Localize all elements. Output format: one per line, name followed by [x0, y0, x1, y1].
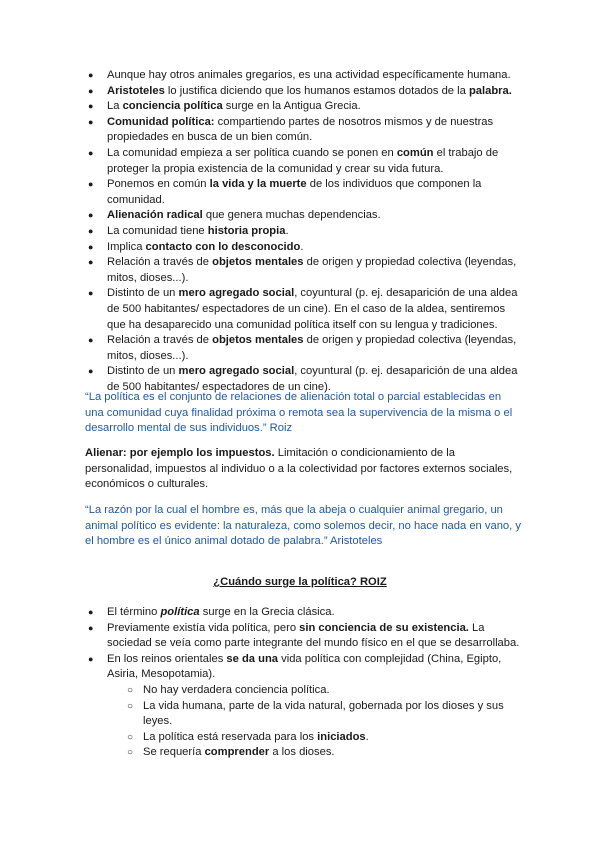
- list-item: ● Relación a través de objetos mentales de origen y propiedad colectiva (leyendas, mitos, dioses...).: [85, 333, 525, 364]
- list-item: ● La conciencia política surge en la Antigua Grecia.: [85, 99, 525, 115]
- sub-list-item: ○ Se requería comprender a los dioses.: [107, 745, 525, 761]
- quote-roiz: “La política es el conjunto de relaciones de alienación total o parcial establecidas en una comunidad cuya finalidad próxima o remota sea la supervivencia de la misma o el desarrollo mental de sus individuos.” Roiz: [85, 391, 513, 435]
- sub-list-item: ○ No hay verdadera conciencia política.: [107, 683, 525, 699]
- list-item: ● Comunidad política: compartiendo partes de nosotros mismos y de nuestras propiedades en busca de un bien común.: [85, 115, 525, 146]
- alienar-definition: Limitación o condicionamiento de la personalidad, impuestos al individuo o a la colectividad por factores externos sociales, económicos o culturales.: [85, 447, 513, 491]
- section-heading: ¿Cuándo surge la política? ROIZ: [213, 576, 387, 588]
- bullet-list-comunidad: [85, 68, 525, 395]
- quote-aristoteles: “La razón por la cual el hombre es, más que la abeja o cualquier animal gregario, un animal político es evidente: la naturaleza, como solemos decir, no hace nada en vano, y el hombre es el único animal dotado de palabra.” Aristoteles: [85, 504, 521, 548]
- list-item: ● Distinto de un mero agregado social, coyuntural (p. ej. desaparición de una aldea de 500 habitantes/ espectadores de un cine). En el caso de la aldea, sentiremos que ha desaparecido una comunidad política itself con su lengua y tradiciones.: [85, 286, 525, 333]
- sub-list: [107, 683, 525, 761]
- list-item: ● En los reinos orientales se da una vida política con complejidad (China, Egipto, Asiria, Mesopotamia). ○ No hay verdadera conciencia política. ○ La vida humana, parte de la vida natural, gobernada por los dioses y sus leyes. ○ La política está reservada para los iniciados. ○ Se requería comprender a los dioses.: [85, 652, 525, 761]
- list-item: ● Relación a través de objetos mentales de origen y propiedad colectiva (leyendas, mitos, dioses...).: [85, 255, 525, 286]
- list-item: ● Implica contacto con lo desconocido.: [85, 240, 525, 256]
- list-item: ● Previamente existía vida política, pero sin conciencia de su existencia. La sociedad se veía como parte integrante del mundo físico en el que se desarrollaba.: [85, 621, 525, 652]
- list-item: ● Alienación radical que genera muchas dependencias.: [85, 208, 525, 224]
- sub-list-item: ○ La vida humana, parte de la vida natural, gobernada por los dioses y sus leyes.: [107, 699, 525, 730]
- alienar-paragraph: [85, 446, 521, 493]
- list-item: ● La comunidad empieza a ser política cuando se ponen en común el trabajo de proteger la propia existencia de la comunidad y crear su vida futura.: [85, 146, 525, 177]
- sub-list-item: ○ La política está reservada para los iniciados.: [107, 730, 525, 746]
- bullet-list-origen: [85, 605, 525, 761]
- list-item: ● Aunque hay otros animales gregarios, es una actividad específicamente humana.: [85, 68, 525, 84]
- alienar-term: Alienar: por ejemplo los impuestos.: [85, 447, 275, 459]
- list-item: ● La comunidad tiene historia propia.: [85, 224, 525, 240]
- list-item: ● Distinto de un mero agregado social, coyuntural (p. ej. desaparición de una aldea de 500 habitantes/ espectadores de un cine).: [85, 364, 525, 395]
- list-item: ● El término política surge en la Grecia clásica.: [85, 605, 525, 621]
- list-item: ● Ponemos en común la vida y la muerte de los individuos que componen la comunidad.: [85, 177, 525, 208]
- list-item: ● Aristoteles lo justifica diciendo que los humanos estamos dotados de la palabra.: [85, 84, 525, 100]
